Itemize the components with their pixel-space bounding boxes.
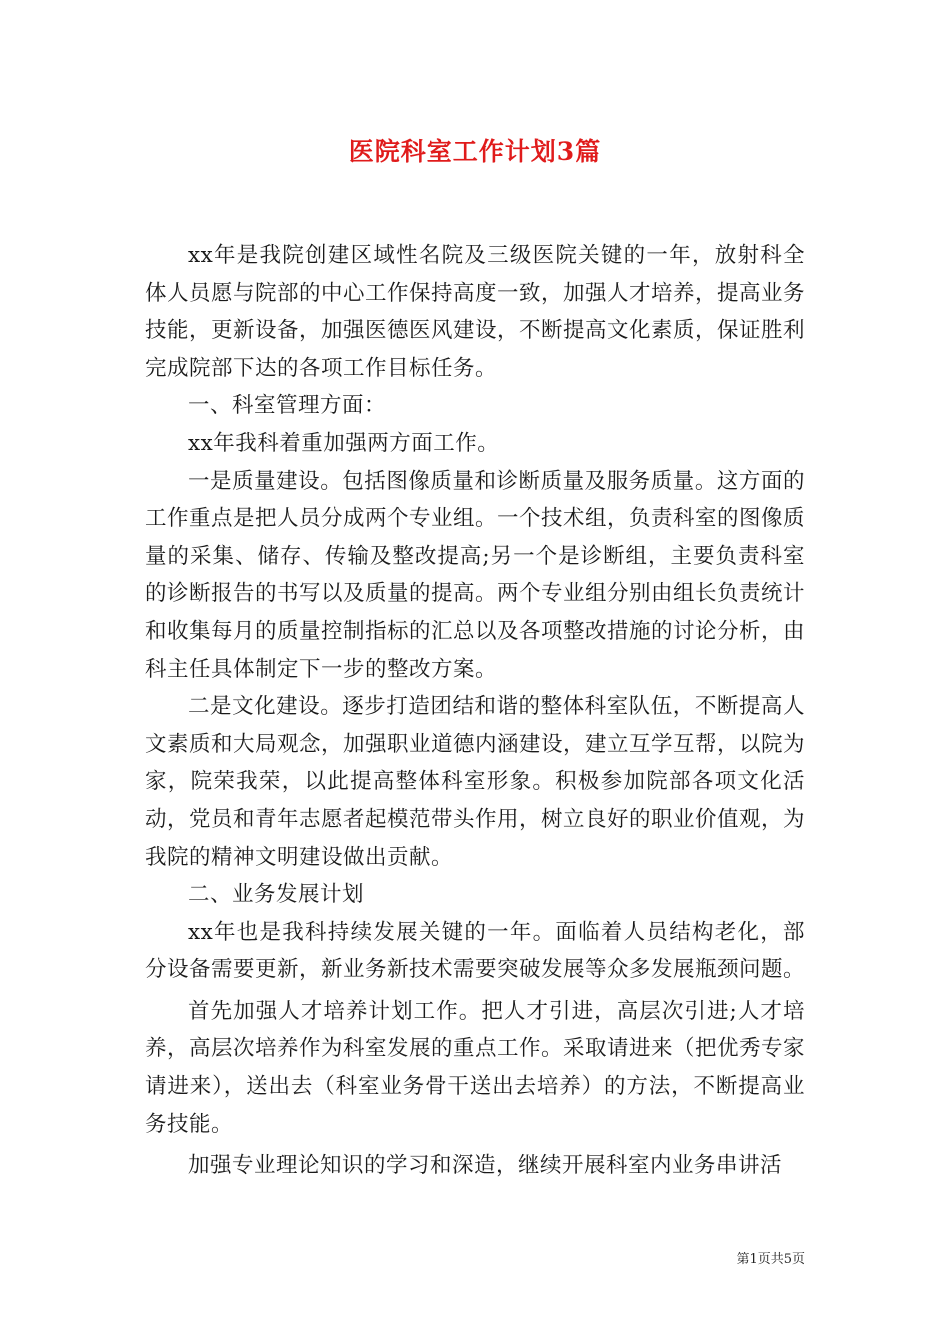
- paragraph-culture: 二是文化建设。逐步打造团结和谐的整体科室队伍，不断提高人文素质和大局观念，加强职业道德内涵建设，建立互学互帮，以院为家，院荣我荣，以此提高整体科室形象。积极参加院部各项文化活动，党员和青年志愿者起模范带头作用，树立良好的职业价值观，为我院的精神文明建设做出贡献。: [145, 694, 806, 870]
- document-body: [145, 237, 805, 1185]
- paragraph-intro: xx年是我院创建区域性名院及三级医院关键的一年，放射科全体人员愿与院部的中心工作保持高度一致，加强人才培养，提高业务技能，更新设备，加强医德医风建设，不断提高文化素质，保证胜利完成院部下达的各项工作目标任务。: [145, 243, 806, 381]
- paragraph-talent: 首先加强人才培养计划工作。把人才引进，高层次引进;人才培养，高层次培养作为科室发展的重点工作。采取请进来（把优秀专家请进来），送出去（科室业务骨干送出去培养）的方法，不断提高业务技能。: [145, 998, 806, 1137]
- paragraph-quality: 一是质量建设。包括图像质量和诊断质量及服务质量。这方面的工作重点是把人员分成两个专业组。一个技术组，负责科室的图像质量的采集、储存、传输及整改提高;另一个是诊断组，主要负责科室的诊断报告的书写以及质量的提高。两个专业组分别由组长负责统计和收集每月的质量控制指标的汇总以及各项整改措施的讨论分析，由科主任具体制定下一步的整改方案。: [145, 468, 806, 682]
- page-number: 第1页共5页: [736, 1252, 805, 1267]
- heading-section-2: 二、业务发展计划: [188, 882, 365, 908]
- paragraph-study: 加强专业理论知识的学习和深造，继续开展科室内业务串讲活: [188, 1153, 783, 1179]
- heading-section-1: 一、科室管理方面：: [188, 393, 387, 419]
- paragraph-focus: xx年我科着重加强两方面工作。: [188, 430, 500, 456]
- paragraph-development: xx年也是我科持续发展关键的一年。面临着人员结构老化，部分设备需要更新，新业务新技术需要突破发展等众多发展瓶颈问题。: [145, 919, 806, 983]
- document-title: 医院科室工作计划3篇: [348, 137, 602, 166]
